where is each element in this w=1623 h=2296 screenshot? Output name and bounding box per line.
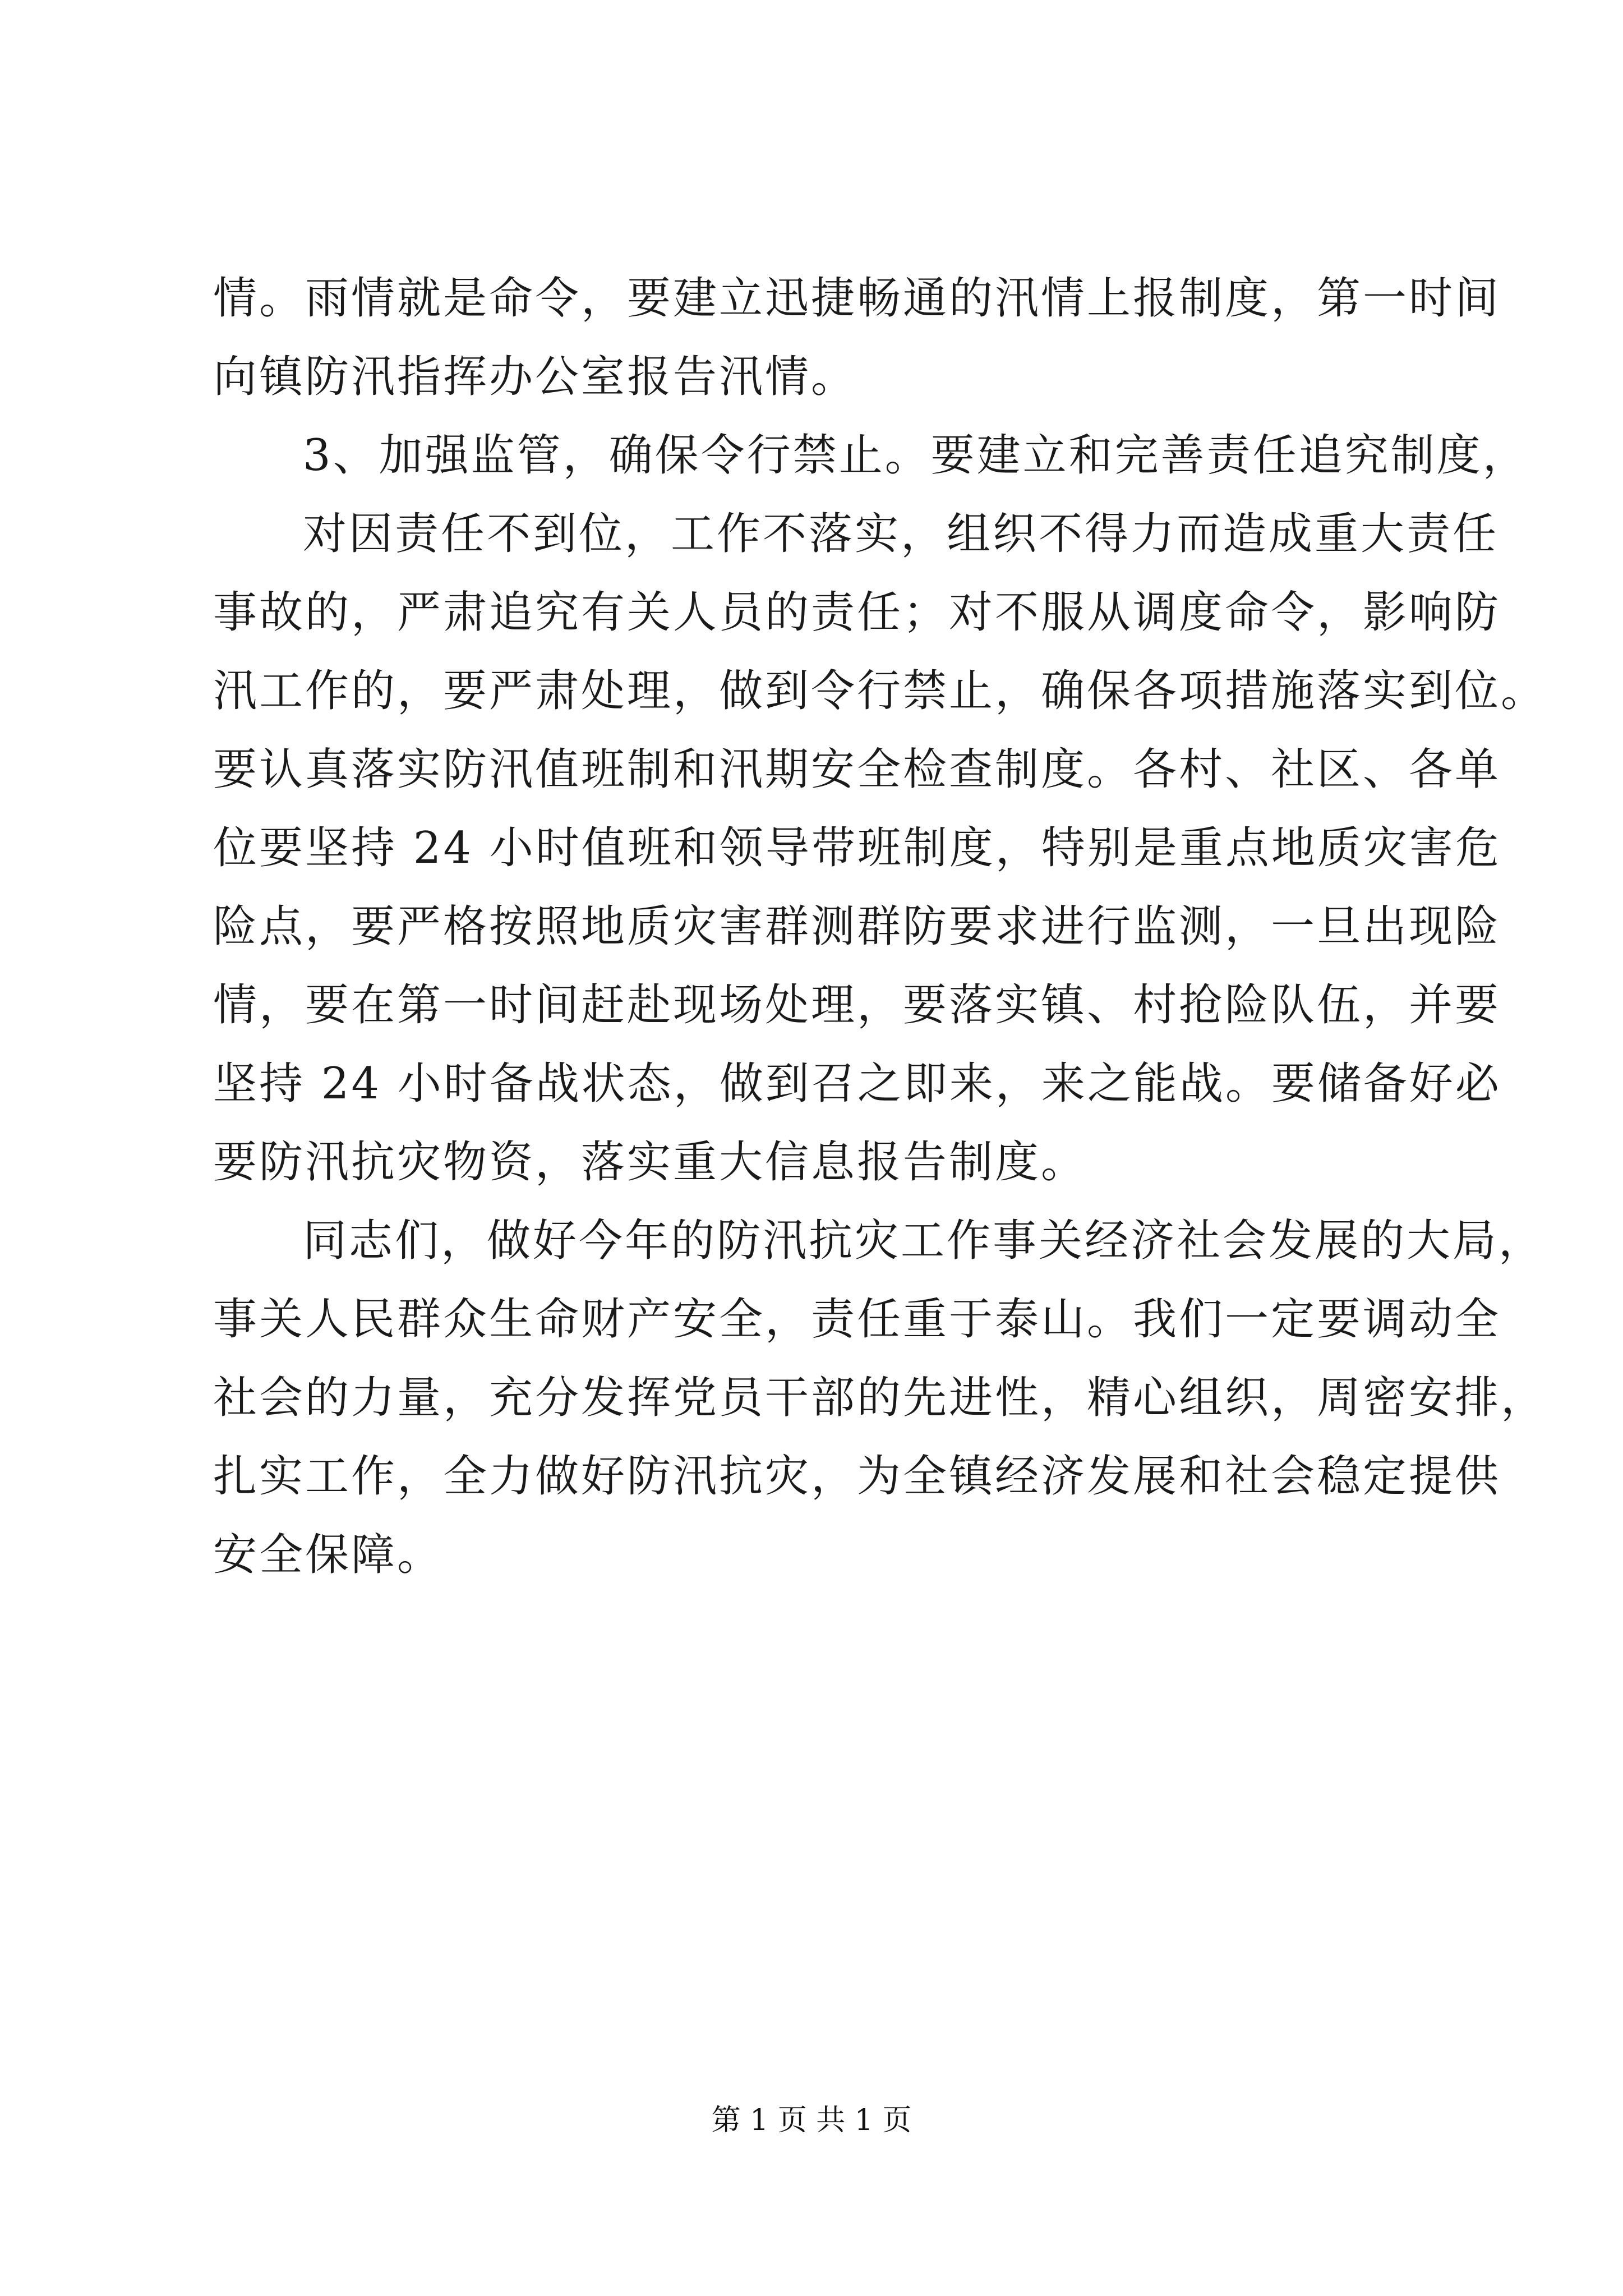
text-line: 扎实工作，全力做好防汛抗灾，为全镇经济发展和社会稳定提供 — [213, 1451, 1501, 1502]
text-line: 位要坚持 24 小时值班和领导带班制度，特别是重点地质灾害危 — [213, 823, 1501, 873]
text-line: 汛工作的，要严肃处理，做到令行禁止，确保各项措施落实到位。 — [213, 666, 1547, 716]
text-line: 情。雨情就是命令，要建立迅捷畅通的汛情上报制度，第一时间 — [213, 273, 1501, 324]
document-body — [213, 259, 1547, 1594]
text-line: 要认真落实防汛值班制和汛期安全检查制度。各村、社区、各单 — [213, 744, 1501, 795]
text-line: 事故的，严肃追究有关人员的责任；对不服从调度命令，影响防 — [213, 587, 1501, 638]
text-line: 要防汛抗灾物资，落实重大信息报告制度。 — [213, 1137, 1087, 1188]
text-line: 坚持 24 小时备战状态，做到召之即来，来之能战。要储备好必 — [213, 1059, 1501, 1109]
page-number-footer: 第 1 页 共 1 页 — [711, 2104, 912, 2137]
text-line: 同志们，做好今年的防汛抗灾工作事关经济社会发展的大局， — [303, 1216, 1545, 1266]
text-line: 社会的力量，充分发挥党员干部的先进性，精心组织，周密安排， — [213, 1373, 1547, 1423]
text-line: 情，要在第一时间赶赴现场处理，要落实镇、村抢险队伍，并要 — [213, 980, 1501, 1030]
text-line: 险点，要严格按照地质灾害群测群防要求进行监测，一旦出现险 — [213, 901, 1501, 952]
text-line: 对因责任不到位，工作不落实，组织不得力而造成重大责任 — [303, 509, 1499, 559]
text-line: 3、加强监管，确保令行禁止。要建立和完善责任追究制度， — [303, 430, 1529, 481]
text-line: 向镇防汛指挥办公室报告汛情。 — [213, 352, 857, 402]
text-line: 安全保障。 — [213, 1530, 444, 1580]
text-line: 事关人民群众生命财产安全，责任重于泰山。我们一定要调动全 — [213, 1294, 1501, 1345]
